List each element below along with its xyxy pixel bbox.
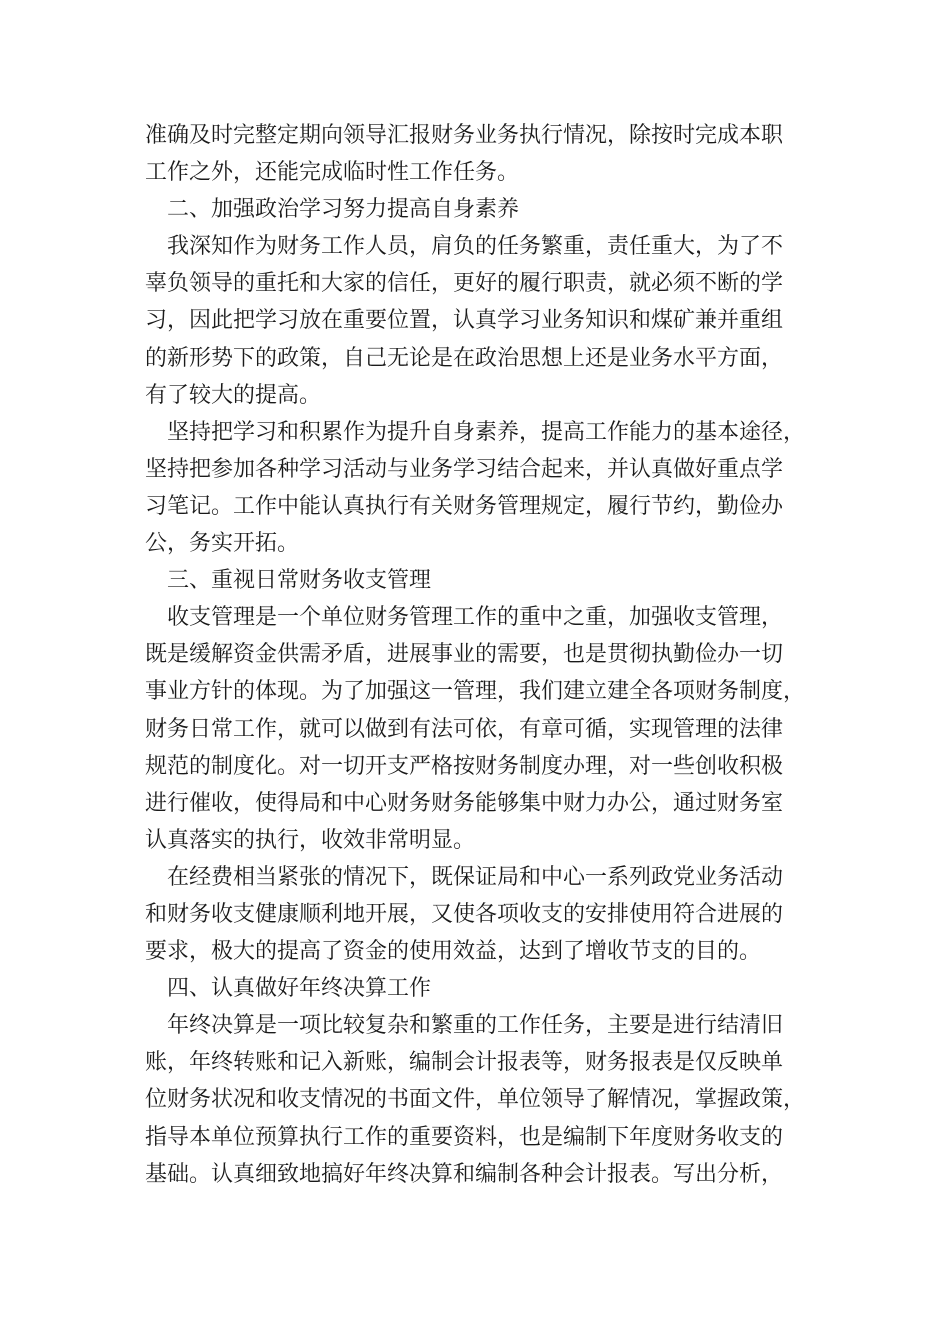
text-line: 在经费相当紧张的情况下，既保证局和中心一系列政党业务活动 xyxy=(167,864,784,890)
text-line: 坚持把参加各种学习活动与业务学习结合起来，并认真做好重点学 xyxy=(145,456,784,482)
text-line: 财务日常工作，就可以做到有法可依，有章可循，实现管理的法律 xyxy=(145,716,784,742)
text-line: 指导本单位预算执行工作的重要资料，也是编制下年度财务收支的 xyxy=(145,1124,784,1150)
text-line: 习笔记。工作中能认真执行有关财务管理规定，履行节约，勤俭办 xyxy=(145,493,784,519)
text-line: 要求，极大的提高了资金的使用效益，达到了增收节支的目的。 xyxy=(145,939,762,965)
text-line: 账，年终转账和记入新账，编制会计报表等，财务报表是仅反映单 xyxy=(145,1050,784,1076)
text-line: 和财务收支健康顺利地开展，又使各项收支的安排使用符合进展的 xyxy=(145,901,784,927)
text-line: 基础。认真细致地搞好年终决算和编制各种会计报表。写出分析， xyxy=(145,1161,784,1187)
text-line: 位财务状况和收支情况的书面文件，单位领导了解情况，掌握政策， xyxy=(145,1087,806,1113)
text-line: 年终决算是一项比较复杂和繁重的工作任务，主要是进行结清旧 xyxy=(167,1013,784,1039)
text-line: 进行催收，使得局和中心财务财务能够集中财力办公，通过财务室 xyxy=(145,790,784,816)
section-heading: 二、加强政治学习努力提高自身素养 xyxy=(167,197,520,223)
text-line: 工作之外，还能完成临时性工作任务。 xyxy=(145,160,520,186)
section-heading: 三、重视日常财务收支管理 xyxy=(167,568,432,594)
text-line: 我深知作为财务工作人员，肩负的任务繁重，责任重大，为了不 xyxy=(167,234,784,260)
text-line: 辜负领导的重托和大家的信任，更好的履行职责，就必须不断的学 xyxy=(145,271,784,297)
text-line: 事业方针的体现。为了加强这一管理，我们建立建全各项财务制度， xyxy=(145,679,806,705)
text-line: 规范的制度化。对一切开支严格按财务制度办理，对一些创收积极 xyxy=(145,753,784,779)
section-heading: 四、认真做好年终决算工作 xyxy=(167,976,432,1002)
text-line: 公，务实开拓。 xyxy=(145,531,300,557)
text-line: 收支管理是一个单位财务管理工作的重中之重，加强收支管理， xyxy=(167,605,784,631)
document-body xyxy=(145,117,810,1193)
text-line: 既是缓解资金供需矛盾，进展事业的需要，也是贯彻执勤俭办一切 xyxy=(145,642,784,668)
text-line: 习，因此把学习放在重要位置，认真学习业务知识和煤矿兼并重组 xyxy=(145,308,784,334)
text-line: 坚持把学习和积累作为提升自身素养，提高工作能力的基本途径， xyxy=(167,419,806,445)
text-line: 有了较大的提高。 xyxy=(145,382,322,408)
text-line: 准确及时完整定期向领导汇报财务业务执行情况，除按时完成本职 xyxy=(145,123,784,148)
text-line: 认真落实的执行，收效非常明显。 xyxy=(145,827,476,853)
text-line: 的新形势下的政策，自己无论是在政治思想上还是业务水平方面， xyxy=(145,345,784,371)
